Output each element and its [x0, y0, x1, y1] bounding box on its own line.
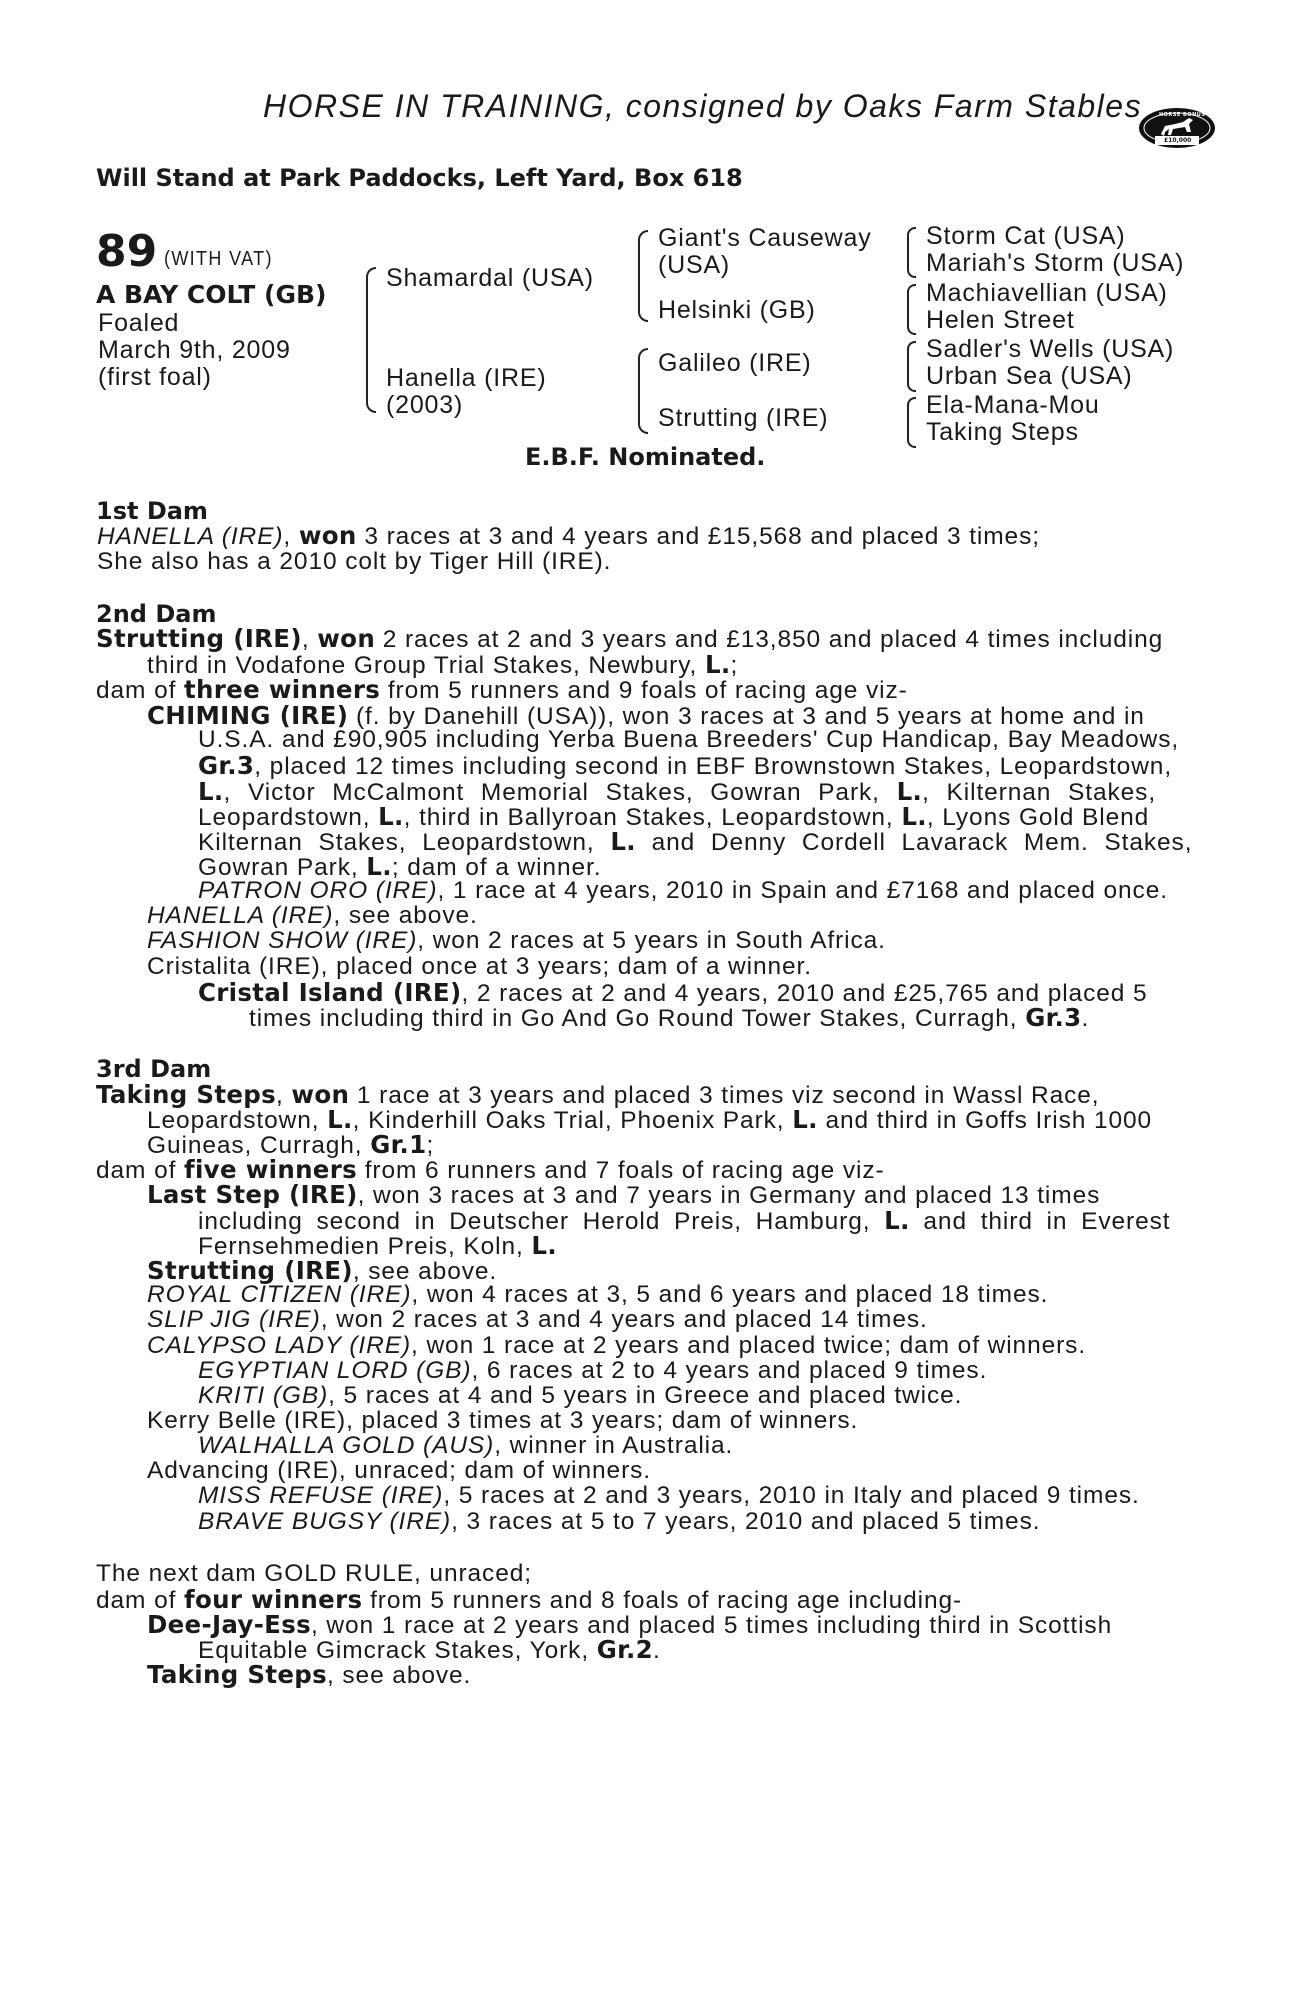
horse-name: CALYPSO LADY (IRE)	[147, 1332, 412, 1359]
horse-name: Cristal Island (IRE)	[198, 978, 462, 1007]
progeny-line: Dee-Jay-Ess, won 1 race at 2 years and placed 5 times including third in Scottish	[147, 1610, 1113, 1639]
progeny-line: Gowran Park, L.; dam of a winner.	[198, 852, 602, 881]
badge-amount-text: £10,000	[1164, 137, 1192, 144]
progeny-line: SLIP JIG (IRE), won 2 races at 3 and 4 years and placed 14 times.	[147, 1306, 928, 1333]
progeny-line: ROYAL CITIZEN (IRE), won 4 races at 3, 5 and 6 years and placed 18 times.	[147, 1281, 1049, 1308]
pedigree-brace	[366, 267, 376, 413]
lot-description: A BAY COLT (GB)	[96, 280, 327, 309]
grandsire-country: (USA)	[658, 251, 731, 279]
pedigree-brace	[907, 397, 916, 448]
horse-name: BRAVE BUGSY (IRE)	[198, 1508, 452, 1535]
sire-name: Shamardal (USA)	[386, 264, 594, 292]
horse-name: WALHALLA GOLD (AUS)	[198, 1432, 495, 1459]
progeny-line: FASHION SHOW (IRE), won 2 races at 5 years in South Africa.	[147, 927, 886, 954]
ebf-nominated: E.B.F. Nominated.	[525, 443, 766, 471]
dam-year: (2003)	[386, 391, 464, 419]
foaled-date: March 9th, 2009	[98, 336, 291, 364]
ancestor-name: Storm Cat (USA)	[926, 222, 1126, 250]
progeny-line: Equitable Gimcrack Stakes, York, Gr.2.	[198, 1635, 661, 1664]
progeny-line: Advancing (IRE), unraced; dam of winners.	[147, 1457, 651, 1484]
damsire-name: Galileo (IRE)	[658, 349, 812, 377]
progeny-line: Last Step (IRE), won 3 races at 3 and 7 years in Germany and placed 13 times	[147, 1180, 1101, 1209]
ancestor-name: Urban Sea (USA)	[926, 362, 1133, 390]
dam-name: Hanella (IRE)	[386, 364, 547, 392]
ancestor-name: Ela-Mana-Mou	[926, 391, 1100, 419]
lot-number: 89	[96, 226, 158, 277]
pedigree-brace	[638, 348, 648, 434]
progeny-line: CHIMING (IRE) (f. by Danehill (USA)), won 3 races at 3 and 5 years at home and in	[147, 701, 1145, 730]
horse-name: ROYAL CITIZEN (IRE)	[147, 1281, 412, 1308]
progeny-line: EGYPTIAN LORD (GB), 6 races at 2 to 4 years and placed 9 times.	[198, 1357, 988, 1384]
pedigree-brace	[638, 230, 648, 322]
progeny-line: Kilternan Stakes, Leopardstown, L. and Denny Cordell Lavarack Mem. Stakes,	[198, 827, 1193, 856]
horse-name: KRITI (GB)	[198, 1382, 329, 1409]
progeny-line: times including third in Go And Go Round Tower Stakes, Curragh, Gr.3.	[249, 1003, 1090, 1032]
progeny-line: Taking Steps, see above.	[147, 1660, 472, 1689]
progeny-line: Cristalita (IRE), placed once at 3 years; dam of a winner.	[147, 953, 812, 980]
dam2-line: third in Vodafone Group Trial Stakes, Newbury, L.;	[147, 650, 739, 679]
dam2-line: dam of three winners from 5 runners and 9 foals of racing age viz-	[96, 675, 908, 704]
progeny-line: Strutting (IRE), see above.	[147, 1256, 498, 1285]
dam1-line: She also has a 2010 colt by Tiger Hill (IRE).	[97, 548, 612, 575]
ancestor-name: Helen Street	[926, 306, 1075, 334]
horse-name: Strutting (IRE)	[147, 1256, 353, 1285]
stand-location: Will Stand at Park Paddocks, Left Yard, Box 618	[96, 164, 743, 192]
granddam-name: Helsinki (GB)	[658, 296, 816, 324]
progeny-line: L., Victor McCalmont Memorial Stakes, Gowran Park, L., Kilternan Stakes,	[198, 777, 1157, 806]
horse-name: FASHION SHOW (IRE)	[147, 927, 418, 954]
horse-name: Strutting (IRE)	[96, 624, 302, 653]
progeny-line: Cristal Island (IRE), 2 races at 2 and 4 years, 2010 and £25,765 and placed 5	[198, 978, 1148, 1007]
horse-name: EGYPTIAN LORD (GB)	[198, 1357, 472, 1384]
dam3-line: dam of five winners from 6 runners and 7 foals of racing age viz-	[96, 1155, 885, 1184]
pedigree-brace	[907, 284, 916, 335]
horse-name: PATRON ORO (IRE)	[198, 877, 438, 904]
dam3-line: Leopardstown, L., Kinderhill Oaks Trial, Phoenix Park, L. and third in Goffs Irish 1000	[147, 1105, 1153, 1134]
nextdam-line: dam of four winners from 5 runners and 8 foals of racing age including-	[96, 1585, 963, 1614]
horse-name: MISS REFUSE (IRE)	[198, 1482, 444, 1509]
section-heading: 2nd Dam	[96, 600, 217, 628]
progeny-line: Kerry Belle (IRE), placed 3 times at 3 years; dam of winners.	[147, 1407, 859, 1434]
pedigree-brace	[907, 227, 916, 278]
vat-note: (WITH VAT)	[164, 248, 273, 270]
ancestor-name: Taking Steps	[926, 418, 1079, 446]
horse-badge-icon	[1137, 102, 1217, 154]
ancestor-name: Machiavellian (USA)	[926, 279, 1168, 307]
dam3-line: Guineas, Curragh, Gr.1;	[147, 1130, 435, 1159]
progeny-line: including second in Deutscher Herold Preis, Hamburg, L. and third in Everest	[198, 1206, 1171, 1235]
horse-name: Dee-Jay-Ess	[147, 1610, 311, 1639]
horse-name: SLIP JIG (IRE)	[147, 1306, 321, 1333]
section-heading: 1st Dam	[96, 497, 208, 525]
progeny-line: HANELLA (IRE), see above.	[147, 902, 478, 929]
horse-name: HANELLA (IRE)	[97, 523, 284, 550]
progeny-line: MISS REFUSE (IRE), 5 races at 2 and 3 years, 2010 in Italy and placed 9 times.	[198, 1482, 1140, 1509]
horse-name: CHIMING (IRE)	[147, 701, 349, 730]
page-title: HORSE IN TRAINING, consigned by Oaks Farm Stables	[263, 88, 1143, 124]
progeny-line: Leopardstown, L., third in Ballyroan Stakes, Leopardstown, L., Lyons Gold Blend	[198, 802, 1150, 831]
foal-note: (first foal)	[98, 363, 212, 391]
ancestor-name: Mariah's Storm (USA)	[926, 249, 1185, 277]
ancestor-name: Sadler's Wells (USA)	[926, 335, 1175, 363]
horse-name: HANELLA (IRE)	[147, 902, 334, 929]
horse-name: Taking Steps	[96, 1080, 276, 1109]
grandsire-name: Giant's Causeway	[658, 224, 872, 252]
nextdam-line: The next dam GOLD RULE, unraced;	[96, 1560, 532, 1587]
section-heading: 3rd Dam	[96, 1055, 212, 1083]
progeny-line: U.S.A. and £90,905 including Yerba Buena Breeders' Cup Handicap, Bay Meadows,	[198, 726, 1180, 753]
progeny-line: Gr.3, placed 12 times including second in EBF Brownstown Stakes, Leopardstown,	[198, 751, 1173, 780]
progeny-line: Fernsehmedien Preis, Koln, L.	[198, 1231, 557, 1260]
badge-top-text: HORSE BONUS	[1159, 112, 1206, 118]
bonus-badge-logo	[1137, 102, 1217, 154]
foaled-label: Foaled	[98, 309, 180, 337]
second-dam-name: Strutting (IRE)	[658, 404, 829, 432]
progeny-line: WALHALLA GOLD (AUS), winner in Australia.	[198, 1432, 734, 1459]
progeny-line: PATRON ORO (IRE), 1 race at 4 years, 2010 in Spain and £7168 and placed once.	[198, 877, 1168, 904]
horse-name: Taking Steps	[147, 1660, 327, 1689]
progeny-line: BRAVE BUGSY (IRE), 3 races at 5 to 7 years, 2010 and placed 5 times.	[198, 1508, 1041, 1535]
horse-name: Last Step (IRE)	[147, 1180, 358, 1209]
progeny-line: CALYPSO LADY (IRE), won 1 race at 2 years and placed twice; dam of winners.	[147, 1332, 1087, 1359]
progeny-line: KRITI (GB), 5 races at 4 and 5 years in Greece and placed twice.	[198, 1382, 963, 1409]
dam2-line: Strutting (IRE), won 2 races at 2 and 3 years and £13,850 and placed 4 times including	[96, 624, 1164, 653]
dam1-line: HANELLA (IRE), won 3 races at 3 and 4 years and £15,568 and placed 3 times;	[97, 521, 1040, 550]
dam3-line: Taking Steps, won 1 race at 3 years and placed 3 times viz second in Wassl Race,	[96, 1080, 1100, 1109]
pedigree-brace	[907, 341, 916, 392]
